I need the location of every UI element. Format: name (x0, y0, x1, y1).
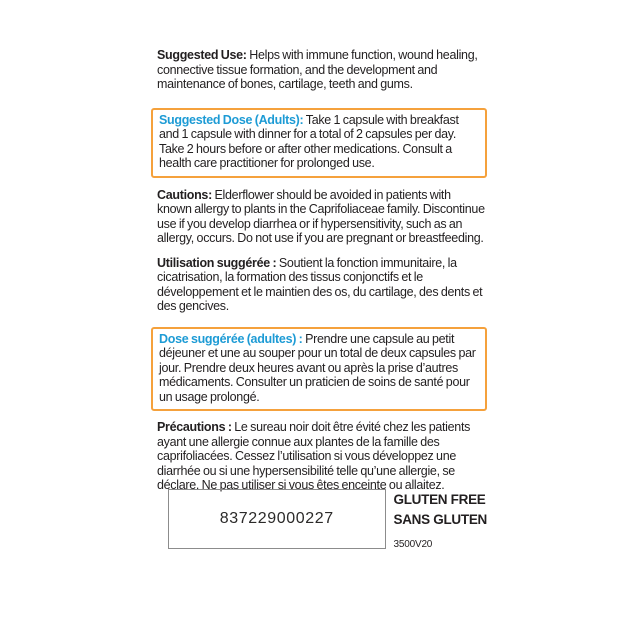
section-text (157, 188, 485, 246)
section-text (157, 256, 485, 314)
section-body: Prendre une capsule au petit déjeuner et une au souper pour un total de deux capsules par jour. Prendre deux heures avant ou après la prise d’autres médicaments. Consulter un praticien de soins de santé pour un usage prolongé. (159, 331, 476, 404)
section-heading: Précautions : (157, 420, 232, 434)
label-panel (151, 48, 487, 550)
section-suggested-dose-box (151, 108, 487, 178)
section-cautions (151, 188, 487, 246)
footer-right-column (394, 489, 487, 550)
section-suggested-use (151, 48, 487, 92)
gluten-free-text-fr: SANS GLUTEN (393, 511, 487, 527)
section-text (159, 332, 479, 405)
label-footer (151, 489, 487, 550)
section-utilisation-suggeree (151, 256, 487, 314)
section-text (157, 420, 485, 493)
section-body: Helps with immune function, wound healing, connective tissue formation, and the development and maintenance of bones, cartilage, teeth and gums. (157, 48, 478, 91)
section-heading: Utilisation suggérée : (157, 255, 277, 270)
section-body: Take 1 capsule with breakfast and 1 capsule with dinner for a total of 2 capsules per day. Take 2 hours before or after other medications. Consult a health care practitioner for prolonged use. (159, 112, 459, 170)
section-dose-suggeree-box (151, 327, 487, 412)
barcode-box (168, 489, 386, 549)
section-precautions (151, 420, 487, 493)
gluten-free-text-en: GLUTEN FREE (393, 491, 486, 507)
version-code: 3500V20 (393, 538, 433, 550)
section-text (157, 48, 485, 92)
section-body: Elderflower should be avoided in patients with known allergy to plants in the Caprifoliaceae family. Discontinue use if you develop diarrhea or if hypersensitivity, such as an allergy, occurs. Do not use if you are pregnant or breastfeeding. (157, 187, 485, 245)
section-text (159, 113, 479, 171)
section-body: Le sureau noir doit être évité chez les patients ayant une allergie connue aux plantes de la famille des caprifoliacées. Cessez l’utilisation si vous développez une diarrhée ou si une hypersensibilité telle qu’une allergie, se déclare. Ne pas utiliser si vous êtes enceinte ou allaitez. (157, 420, 471, 492)
section-heading: Cautions: (157, 187, 212, 202)
section-body: Soutient la fonction immunitaire, la cicatrisation, la formation des tissus conjonctifs et le développement et le maintien des os, du cartilage, des dents et des gencives. (157, 255, 483, 313)
section-heading: Dose suggérée (adultes) : (159, 331, 303, 346)
barcode-number: 837229000227 (219, 509, 334, 527)
section-heading: Suggested Dose (Adults): (159, 112, 304, 127)
section-heading: Suggested Use: (157, 48, 247, 62)
